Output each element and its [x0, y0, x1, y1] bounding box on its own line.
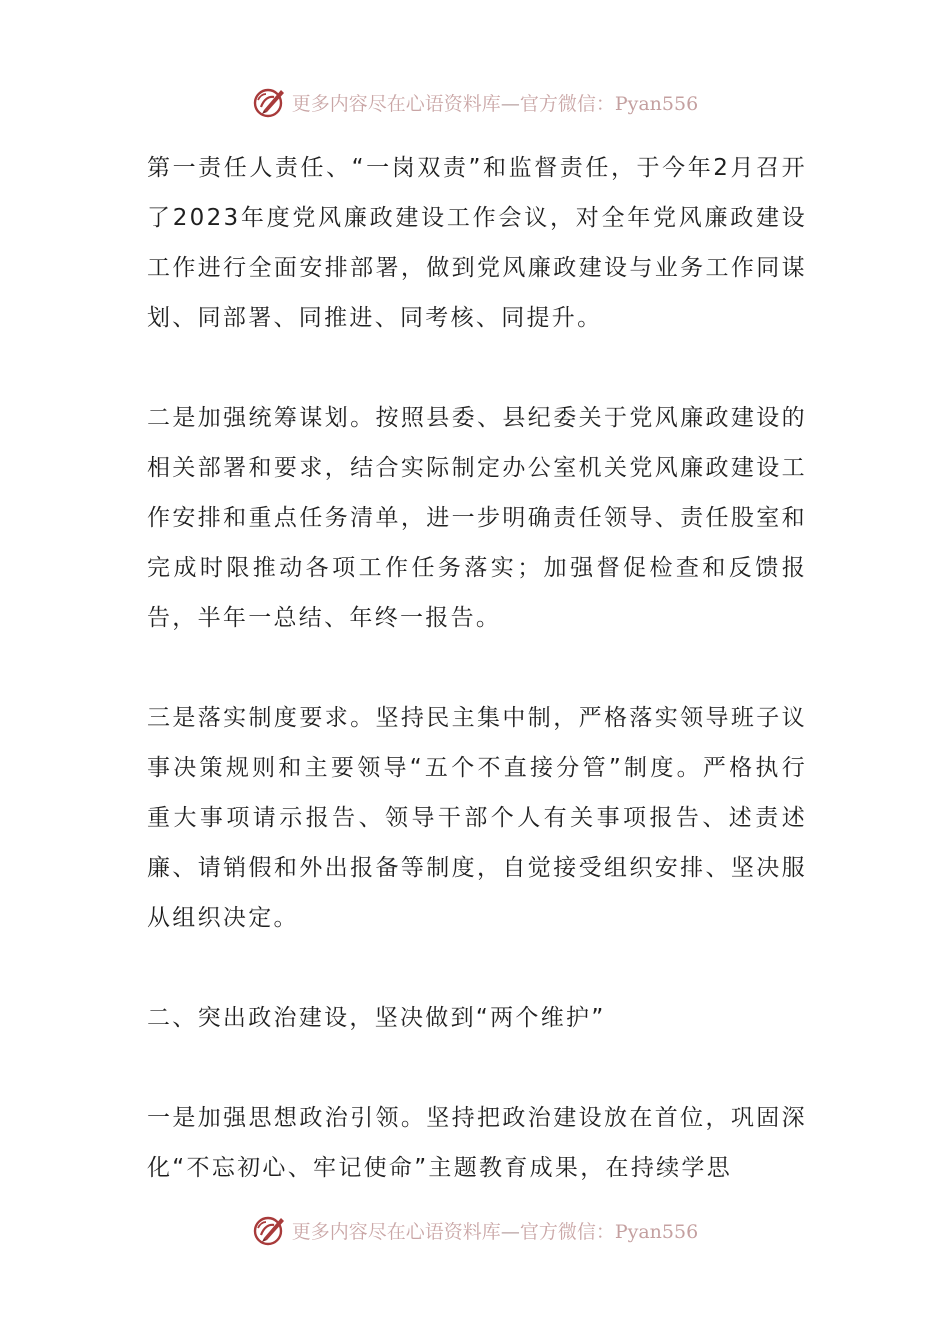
watermark-group [252, 1212, 698, 1248]
watermark-text [292, 89, 698, 116]
pen-logo-icon [252, 84, 288, 120]
header-watermark [0, 82, 950, 122]
document-body [147, 143, 807, 1243]
paragraph: 一是加强思想政治引领。坚持把政治建设放在首位，巩固深化“不忘初心、牢记使命”主题教育成果，在持续学思 [147, 1105, 807, 1181]
watermark-brand: 更多内容尽在心语资料库 [291, 92, 501, 115]
watermark-text [292, 1217, 698, 1244]
watermark-wechat-id: Pyan556 [614, 92, 699, 115]
section-heading: 二、突出政治建设，坚决做到“两个维护” [147, 1005, 606, 1031]
watermark-brand: 更多内容尽在心语资料库 [291, 1220, 501, 1243]
watermark-wechat-id: Pyan556 [614, 1220, 699, 1243]
paragraph: 三是落实制度要求。坚持民主集中制，严格落实领导班子议事决策规则和主要领导“五个不直接分管”制度。严格执行重大事项请示报告、领导干部个人有关事项报告、述责述廉、请销假和外出报备等制度，自觉接受组织安排、坚决服从组织决定。 [147, 705, 807, 931]
watermark-group [252, 84, 698, 120]
watermark-separator: — [500, 1220, 520, 1243]
paragraph: 二是加强统筹谋划。按照县委、县纪委关于党风廉政建设的相关部署和要求，结合实际制定办公室机关党风廉政建设工作安排和重点任务清单，进一步明确责任领导、责任股室和完成时限推动各项工作任务落实；加强督促检查和反馈报告，半年一总结、年终一报告。 [147, 405, 807, 631]
watermark-wechat-label: 官方微信： [519, 92, 615, 115]
pen-logo-icon [252, 1212, 288, 1248]
watermark-wechat-label: 官方微信： [519, 1220, 615, 1243]
watermark-separator: — [500, 92, 520, 115]
footer-watermark [0, 1210, 950, 1250]
paragraph: 第一责任人责任、“一岗双责”和监督责任，于今年2月召开了2023年度党风廉政建设工作会议，对全年党风廉政建设工作进行全面安排部署，做到党风廉政建设与业务工作同谋划、同部署、同推进、同考核、同提升。 [147, 155, 807, 331]
